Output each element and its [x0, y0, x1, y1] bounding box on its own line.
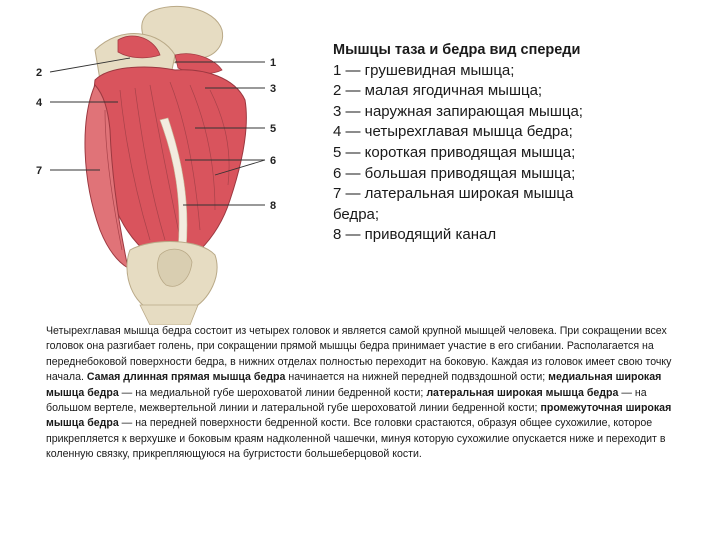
figure-caption	[333, 40, 633, 246]
caption-item: бедра;	[333, 205, 380, 223]
paragraph-text: — на медиальной губе шероховатой линии бедренной кости;	[118, 386, 427, 399]
term-vastus-intermedius: промежуточная широкая мышца бедра	[46, 402, 672, 430]
callout-3: 3	[270, 83, 277, 95]
caption-item: 1 — грушевидная мышца;	[333, 61, 515, 79]
anatomy-illustration	[0, 0, 330, 325]
tibia-bone	[140, 305, 198, 325]
callout-1: 1	[270, 57, 277, 69]
callout-4: 4	[36, 97, 43, 109]
callout-7: 7	[36, 165, 43, 177]
caption-item: 6 — большая приводящая мышца;	[333, 164, 576, 182]
caption-item: 2 — малая ягодичная мышца;	[333, 82, 543, 100]
callout-2: 2	[36, 67, 43, 79]
caption-item: 3 — наружная запирающая мышца;	[333, 102, 583, 120]
paragraph-text: — на большом вертеле, межвертельной линии и латеральной губе шероховатой линии бедренной кости;	[46, 386, 647, 415]
paragraph-text: начинается на нижней передней подвздошной ости;	[285, 371, 549, 384]
caption-item: 8 — приводящий канал	[333, 226, 497, 244]
caption-title: Мышцы таза и бедра вид спереди	[333, 42, 581, 58]
term-vastus-medialis: медиальная широкая мышца бедра	[46, 371, 662, 399]
paragraph-text: Четырехглавая мышца бедра состоит из четырех головок и является самой крупной мышцей человека. При сокращении всех головок она разгибает голень, при сокращении прямой мышцы бедра принимает участие в его сгибании. Располагается на переднебоковой поверхности бедра, в нижних отделах полностью переходит на боковую. Каждая из головок имеет свою точку начала.	[46, 325, 672, 384]
paragraph-text: — на передней поверхности бедренной кости. Все головки срастаются, образуя общее сухожилие, которое прикрепляется к верхушке и боковым краям надколенной чашечки, минуя которую сухожилие опускается ниже и переходит в коленную связку, прикрепляющуюся на бугристости большеберцовой кости.	[46, 417, 666, 461]
caption-item: 4 — четырехглавая мышца бедра;	[333, 123, 573, 141]
term-vastus-lateralis: латеральная широкая мышца бедра	[426, 386, 619, 399]
caption-item: 5 — короткая приводящая мышца;	[333, 143, 576, 161]
term-rectus-femoris: Самая длинная прямая мышца бедра	[86, 371, 286, 384]
callout-6: 6	[270, 155, 277, 167]
caption-item: 7 — латеральная широкая мышца	[333, 185, 574, 203]
callout-5: 5	[270, 123, 277, 135]
description-paragraph	[46, 324, 686, 463]
thigh-muscles-drawing	[0, 0, 330, 325]
callout-8: 8	[270, 200, 277, 212]
